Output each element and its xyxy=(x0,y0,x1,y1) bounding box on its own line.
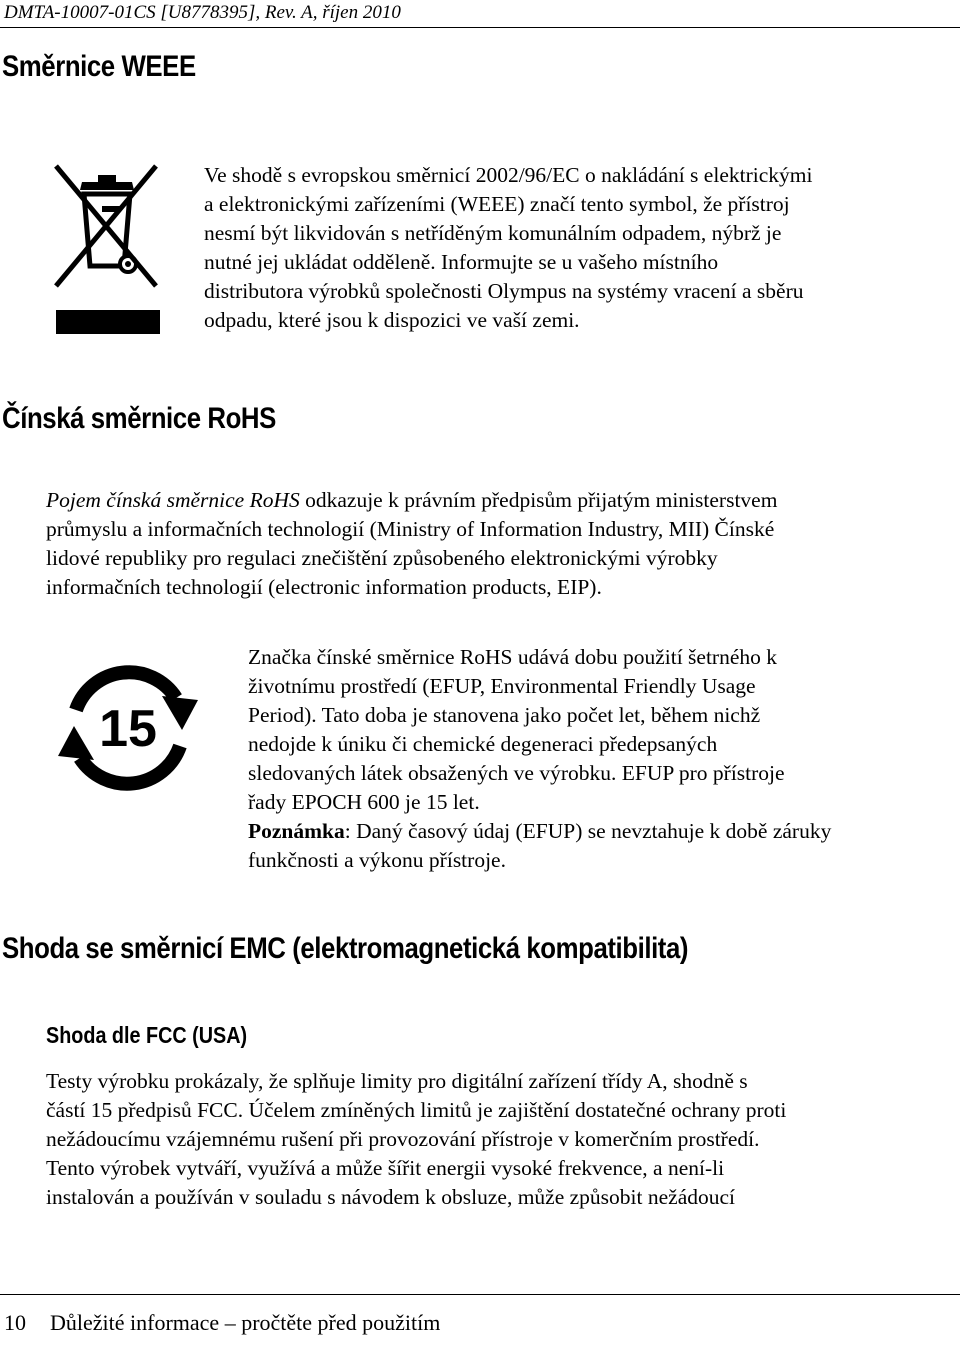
rohs-term: Pojem čínská směrnice RoHS xyxy=(46,488,300,512)
rohs-heading: Čínská směrnice RoHS xyxy=(2,402,276,435)
efup-line: sledovaných látek obsažených ve výrobku. EFUP pro přístroje xyxy=(248,761,785,785)
rohs-intro-line xyxy=(46,486,777,515)
rohs-intro xyxy=(46,486,777,602)
weee-line: odpadu, které jsou k dispozici ve vaší zemi. xyxy=(204,308,580,332)
page-number: 10 xyxy=(4,1310,26,1335)
rohs-efup-text xyxy=(248,643,831,875)
weee-text xyxy=(204,161,812,335)
rohs-intro-rest: odkazuje k právním předpisům přijatým ministerstvem xyxy=(299,488,778,512)
weee-heading: Směrnice WEEE xyxy=(2,50,196,83)
document-reference: DMTA-10007-01CS [U8778395], Rev. A, říjen 2010 xyxy=(4,2,401,23)
efup-number: 15 xyxy=(99,700,157,758)
note-text: : Daný časový údaj (EFUP) se nevztahuje k době záruky xyxy=(344,819,832,843)
fcc-subheading: Shoda dle FCC (USA) xyxy=(46,1022,248,1048)
page-footer xyxy=(4,1310,440,1336)
fcc-line: Testy výrobku prokázaly, že splňuje limity pro digitální zařízení třídy A, shodně s xyxy=(46,1069,748,1093)
weee-line: a elektronickými zařízeními (WEEE) značí tento symbol, že přístroj xyxy=(204,192,790,216)
efup-line: nedojde k úniku či chemické degeneraci předepsaných xyxy=(248,732,718,756)
efup-line: Značka čínské směrnice RoHS udává dobu použití šetrného k xyxy=(248,645,777,669)
emc-heading: Shoda se směrnicí EMC (elektromagnetická kompatibilita) xyxy=(2,932,689,965)
fcc-line: instalován a používán v souladu s návodem k obsluze, může způsobit nežádoucí xyxy=(46,1185,736,1209)
weee-line: Ve shodě s evropskou směrnicí 2002/96/EC o nakládání s elektrickými xyxy=(204,163,813,187)
weee-line: nutné jej ukládat odděleně. Informujte se u vašeho místního xyxy=(204,250,719,274)
efup-line: Period). Tato doba je stanovena jako počet let, během nichž xyxy=(248,703,761,727)
note-line xyxy=(248,817,831,846)
fcc-line: částí 15 předpisů FCC. Účelem zmíněných limitů je zajištění dostatečné ochrany proti xyxy=(46,1098,787,1122)
footer-section-title: Důležité informace – pročtěte před použitím xyxy=(50,1310,441,1335)
rohs-intro-line: lidové republiky pro regulaci znečištění způsobeného elektronickými výrobky xyxy=(46,546,718,570)
efup-15-recycle-icon xyxy=(48,648,208,808)
fcc-line: nežádoucímu vzájemnému rušení při provozování přístroje v komerčním prostředí. xyxy=(46,1127,760,1151)
rohs-intro-line: průmyslu a informačních technologií (Ministry of Information Industry, MII) Čínské xyxy=(46,517,775,541)
footer-rule xyxy=(0,1294,960,1295)
weee-line: nesmí být likvidován s netříděným komunálním odpadem, nýbrž je xyxy=(204,221,782,245)
rohs-intro-line: informačních technologií (electronic information products, EIP). xyxy=(46,575,602,599)
weee-line: distributora výrobků společnosti Olympus na systémy vracení a sběru xyxy=(204,279,804,303)
efup-line: řady EPOCH 600 je 15 let. xyxy=(248,790,480,814)
note-line: funkčnosti a výkonu přístroje. xyxy=(248,848,506,872)
fcc-text xyxy=(46,1067,786,1212)
efup-line: životnímu prostředí (EFUP, Environmental Friendly Usage xyxy=(248,674,756,698)
header-rule xyxy=(0,27,960,28)
crossed-out-wheelie-bin-icon xyxy=(48,160,164,336)
note-label: Poznámka xyxy=(248,819,345,843)
fcc-line: Tento výrobek vytváří, využívá a může šířit energii vysoké frekvence, a není-li xyxy=(46,1156,725,1180)
